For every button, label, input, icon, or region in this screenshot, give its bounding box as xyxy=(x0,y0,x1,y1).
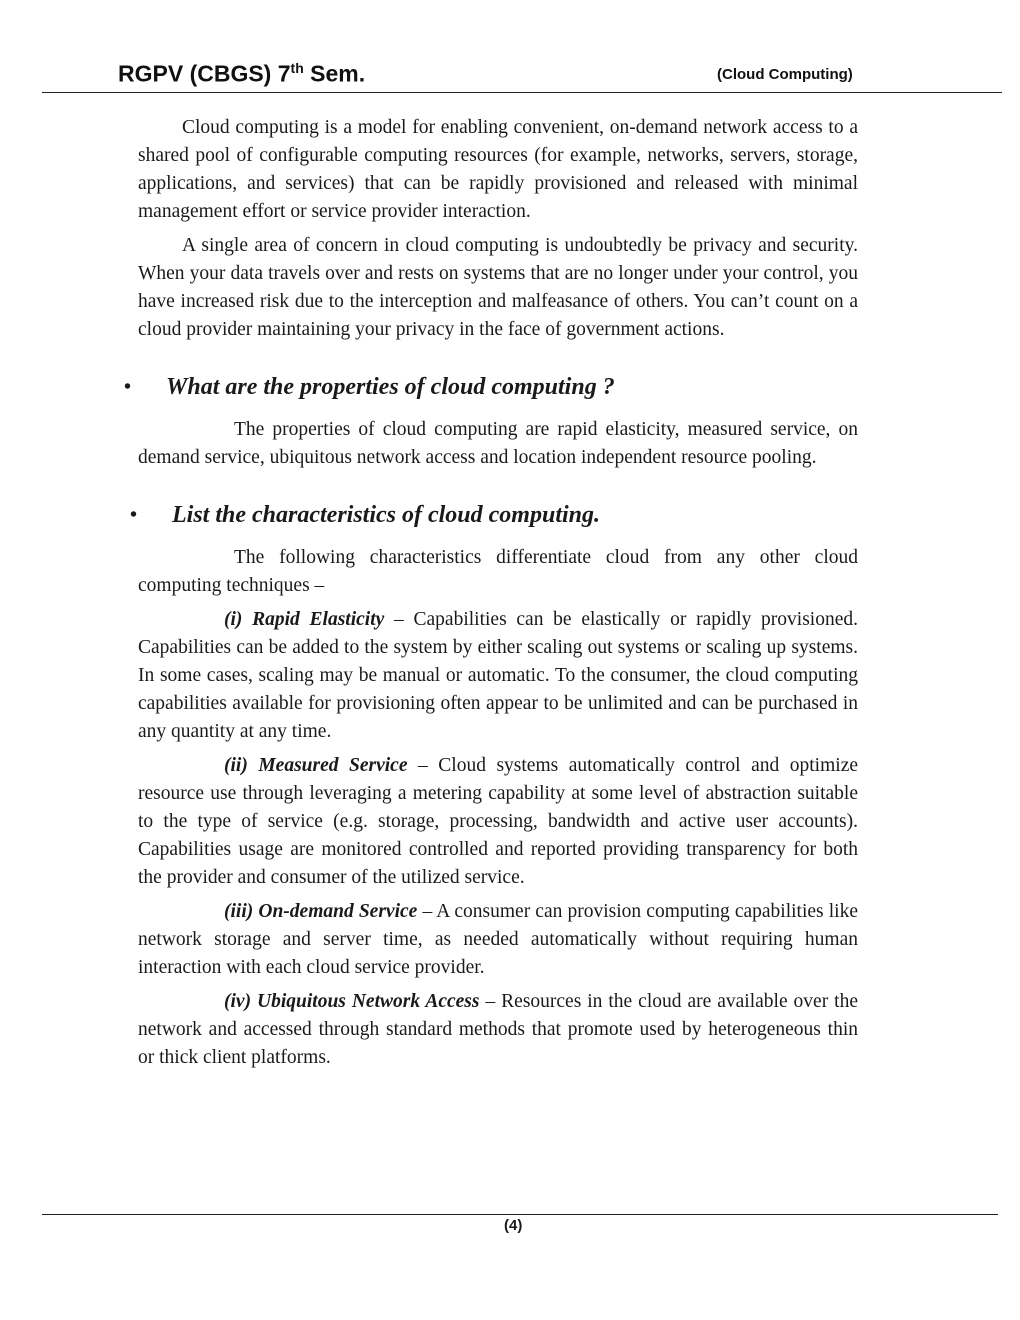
characteristic-item xyxy=(138,898,858,982)
question-1-answer: The properties of cloud computing are rapid elasticity, measured service, on demand service, ubiquitous network access and location independent resource pooling. xyxy=(138,419,858,468)
header-course-sup: th xyxy=(290,60,304,76)
characteristic-text: – A consumer can provision computing capabilities like network storage and server time, as needed automatically without requiring human interaction with each cloud service provider. xyxy=(138,901,858,978)
header-course-title xyxy=(118,60,365,88)
page-number: (4) xyxy=(504,1217,523,1234)
question-1-heading xyxy=(124,372,858,402)
characteristic-text: – Capabilities can be elastically or rapidly provisioned. Capabilities can be added to the system by either scaling out systems or scaling up systems. In some cases, scaling may be manual or automatic. To the consumer, the cloud computing capabilities available for provisioning often appear to be unlimited and can be purchased in any quantity at any time. xyxy=(138,609,858,742)
characteristic-item xyxy=(138,752,858,892)
header-subject: (Cloud Computing) xyxy=(717,66,853,83)
question-2-intro: The following characteristics differentiate cloud from any other cloud computing techniques – xyxy=(138,547,858,596)
page-footer xyxy=(42,1214,998,1234)
characteristic-term: (i) Rapid Elasticity xyxy=(224,609,385,630)
bullet-icon: • xyxy=(130,504,138,526)
header-course-main: RGPV (CBGS) 7 xyxy=(118,60,291,87)
bullet-icon: • xyxy=(124,376,132,398)
question-1-title: What are the properties of cloud computing ? xyxy=(166,374,615,400)
characteristic-text: – Cloud systems automatically control and optimize resource use through leveraging a metering capability at some level of abstraction suitable to the type of service (e.g. storage, processing, bandwidth and active user accounts). Capabilities usage are monitored controlled and reported providing transparency for both the provider and consumer of the utilized service. xyxy=(138,755,858,888)
question-2-title: List the characteristics of cloud computing. xyxy=(172,502,601,528)
page-content xyxy=(124,114,858,1078)
characteristic-term: (iii) On-demand Service xyxy=(224,901,418,922)
question-2-heading xyxy=(130,500,858,530)
intro-paragraph-1: Cloud computing is a model for enabling convenient, on-demand network access to a shared pool of configurable computing resources (for example, networks, servers, storage, applications, and services) that can be rapidly provisioned and released with minimal management effort or service provider interaction. xyxy=(138,117,858,222)
characteristic-item xyxy=(138,606,858,746)
characteristic-text: – Resources in the cloud are available over the network and accessed through standard methods that promote used by heterogeneous thin or thick client platforms. xyxy=(138,991,858,1068)
characteristic-term: (ii) Measured Service xyxy=(224,755,408,776)
characteristic-item xyxy=(138,988,858,1072)
page-header xyxy=(42,52,1002,93)
header-course-tail: Sem. xyxy=(303,60,366,87)
characteristic-term: (iv) Ubiquitous Network Access xyxy=(224,991,480,1012)
intro-paragraph-2: A single area of concern in cloud computing is undoubtedly be privacy and security. When your data travels over and rests on systems that are no longer under your control, you have increased risk due to the interception and malfeasance of others. You can’t count on a cloud provider maintaining your privacy in the face of government actions. xyxy=(138,235,858,340)
